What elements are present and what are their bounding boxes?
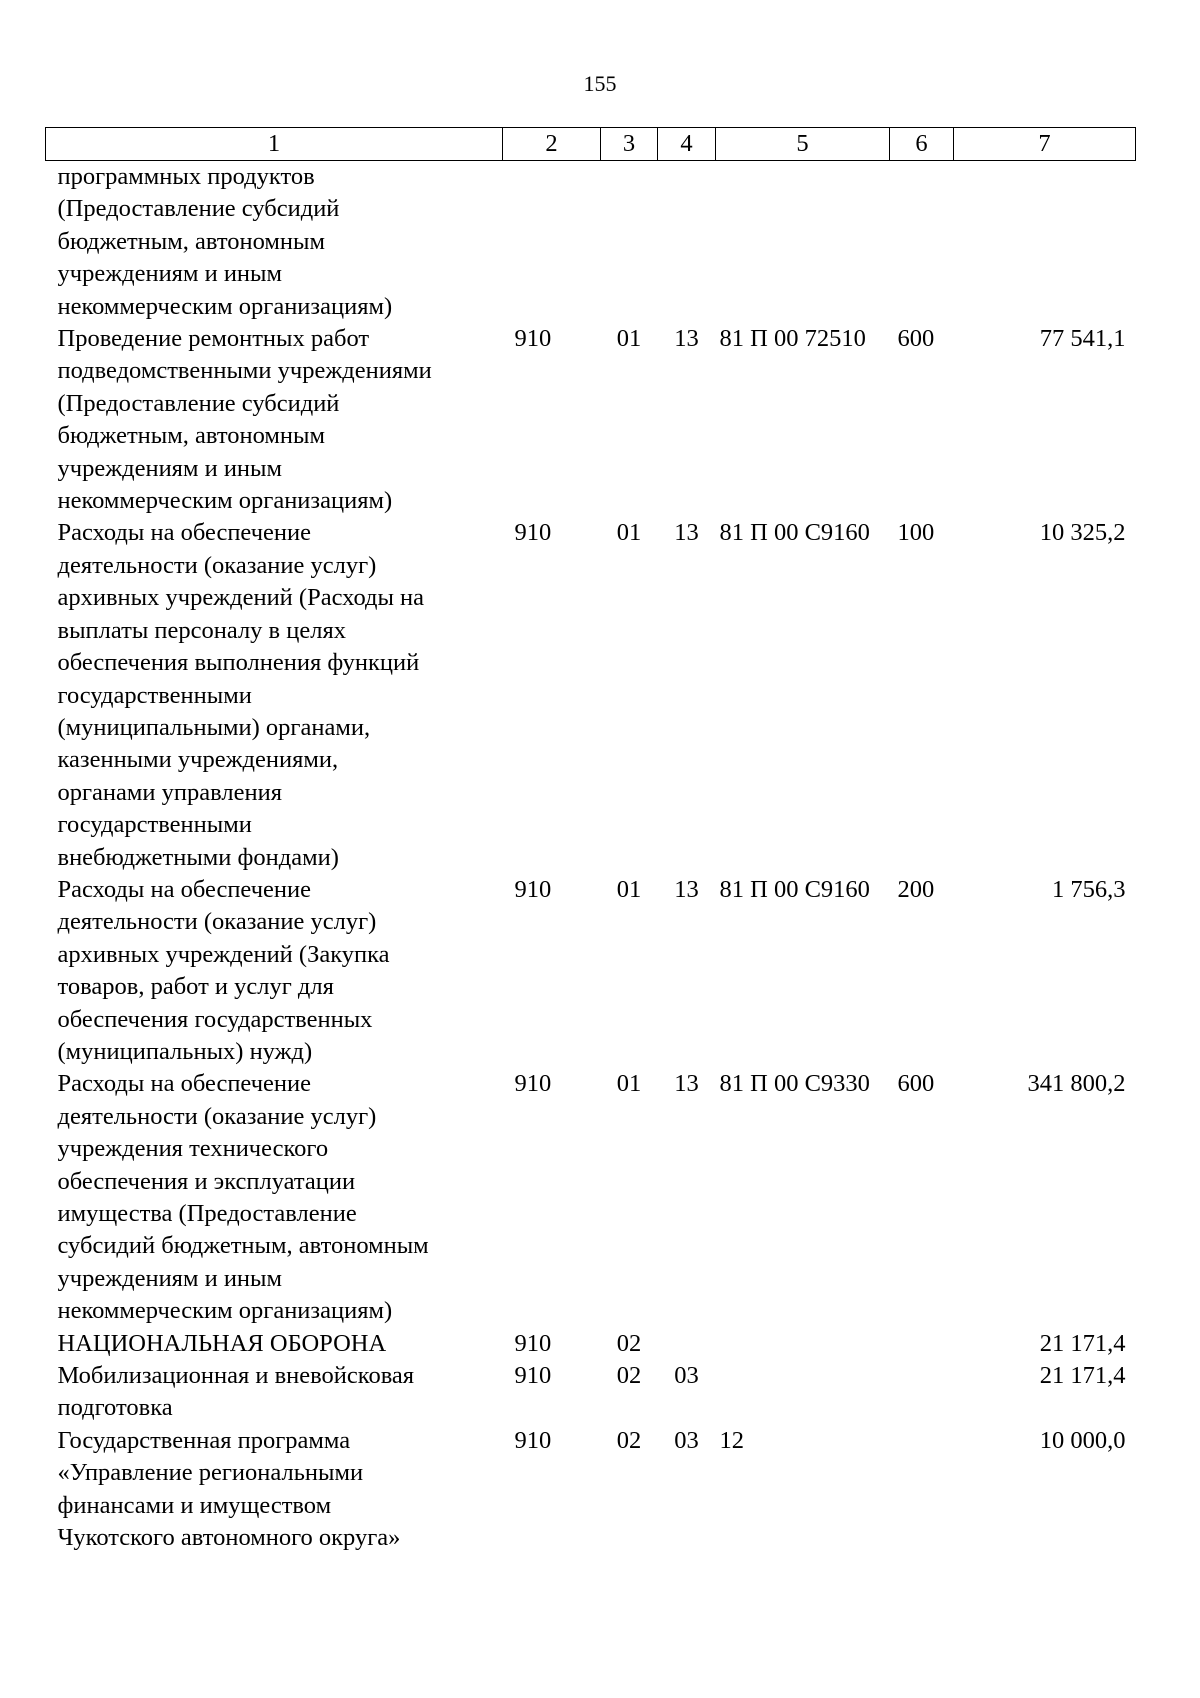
row-name: НАЦИОНАЛЬНАЯ ОБОРОНА [57,1329,387,1357]
row-expense-type [890,161,954,324]
row-target-code: 81 П 00 С9160 [719,519,870,547]
row-section: 01 [616,1070,642,1098]
row-target-code [716,161,890,324]
row-target-code [716,1328,890,1360]
column-header: 3 [601,128,658,161]
table-header-row [46,128,1136,161]
column-header: 2 [503,128,601,161]
row-amount: 341 800,2 [1027,1070,1126,1098]
row-section: 01 [616,875,642,903]
row-section: 02 [616,1426,642,1454]
row-target-code [716,1360,890,1425]
row-expense-type [890,1328,954,1360]
row-expense-type: 100 [897,519,935,547]
row-section: 01 [616,325,642,353]
row-amount: 21 171,4 [1039,1329,1126,1357]
row-admin-code [503,161,601,324]
row-amount: 77 541,1 [1039,325,1126,353]
column-header: 4 [658,128,716,161]
row-name: Мобилизационная и вневойсковая подготовка [57,1362,415,1422]
row-admin-code: 910 [514,1070,552,1098]
column-header: 7 [954,128,1136,161]
row-target-code: 81 П 00 С9330 [719,1070,870,1098]
row-amount [954,161,1136,324]
row-name: Расходы на обеспечение деятельности (оказание услуг) архивных учреждений (Расходы на выплаты персоналу в целях обеспечения выполнения функций государственными (муниципальными) органами, казенными учреждениями, органами управления государственными внебюджетными фондами) [57,519,425,871]
row-subsection: 13 [674,519,699,547]
table-row [46,323,1136,517]
row-name: программных продуктов (Предоставление субсидий бюджетным, автономным учреждениям и иным некоммерческим организациям) [57,163,393,320]
table-row [46,1328,1136,1360]
table-row [46,1425,1136,1555]
row-subsection: 03 [674,1426,699,1454]
row-admin-code: 910 [514,1329,552,1357]
row-amount: 10 325,2 [1039,519,1126,547]
row-amount: 1 756,3 [1052,875,1126,903]
row-expense-type [890,1360,954,1425]
row-admin-code: 910 [514,875,552,903]
row-target-code: 12 [719,1426,744,1454]
column-header: 6 [890,128,954,161]
row-admin-code: 910 [514,325,552,353]
row-target-code: 81 П 00 С9160 [719,875,870,903]
column-header: 1 [46,128,503,161]
row-expense-type [890,1425,954,1555]
row-expense-type: 200 [897,875,935,903]
row-name: Государственная программа «Управление региональными финансами и имуществом Чукотского автономного округа» [57,1426,401,1552]
row-amount: 10 000,0 [1039,1426,1126,1454]
row-admin-code: 910 [514,519,552,547]
row-subsection: 13 [674,1070,699,1098]
table-row [46,161,1136,324]
column-header: 5 [716,128,890,161]
page-number: 155 [583,71,617,96]
row-section [601,161,658,324]
row-subsection: 13 [674,325,699,353]
table-row [46,874,1136,1068]
row-subsection [658,1328,716,1360]
row-amount: 21 171,4 [1039,1362,1126,1390]
row-name: Расходы на обеспечение деятельности (оказание услуг) учреждения технического обеспечения и эксплуатации имущества (Предоставление субсидий бюджетным, автономным учреждениям и иным некоммерческим организациям) [57,1070,429,1325]
table-body [46,161,1136,1555]
row-subsection: 03 [674,1362,699,1390]
table-row [46,1068,1136,1327]
row-section: 02 [616,1329,642,1357]
row-name: Расходы на обеспечение деятельности (оказание услуг) архивных учреждений (Закупка товаров, работ и услуг для обеспечения государственных (муниципальных) нужд) [57,875,390,1065]
budget-table [45,127,1136,1554]
row-section: 02 [616,1362,642,1390]
table-row [46,1360,1136,1425]
row-subsection [658,161,716,324]
row-subsection: 13 [674,875,699,903]
row-expense-type: 600 [897,1070,935,1098]
row-admin-code: 910 [514,1362,552,1390]
table-row [46,517,1136,873]
row-target-code: 81 П 00 72510 [719,325,866,353]
row-section: 01 [616,519,642,547]
row-admin-code: 910 [514,1426,552,1454]
row-name: Проведение ремонтных работ подведомственными учреждениями (Предоставление субсидий бюджетным, автономным учреждениям и иным некоммерческим организациям) [57,325,432,515]
row-expense-type: 600 [897,325,935,353]
